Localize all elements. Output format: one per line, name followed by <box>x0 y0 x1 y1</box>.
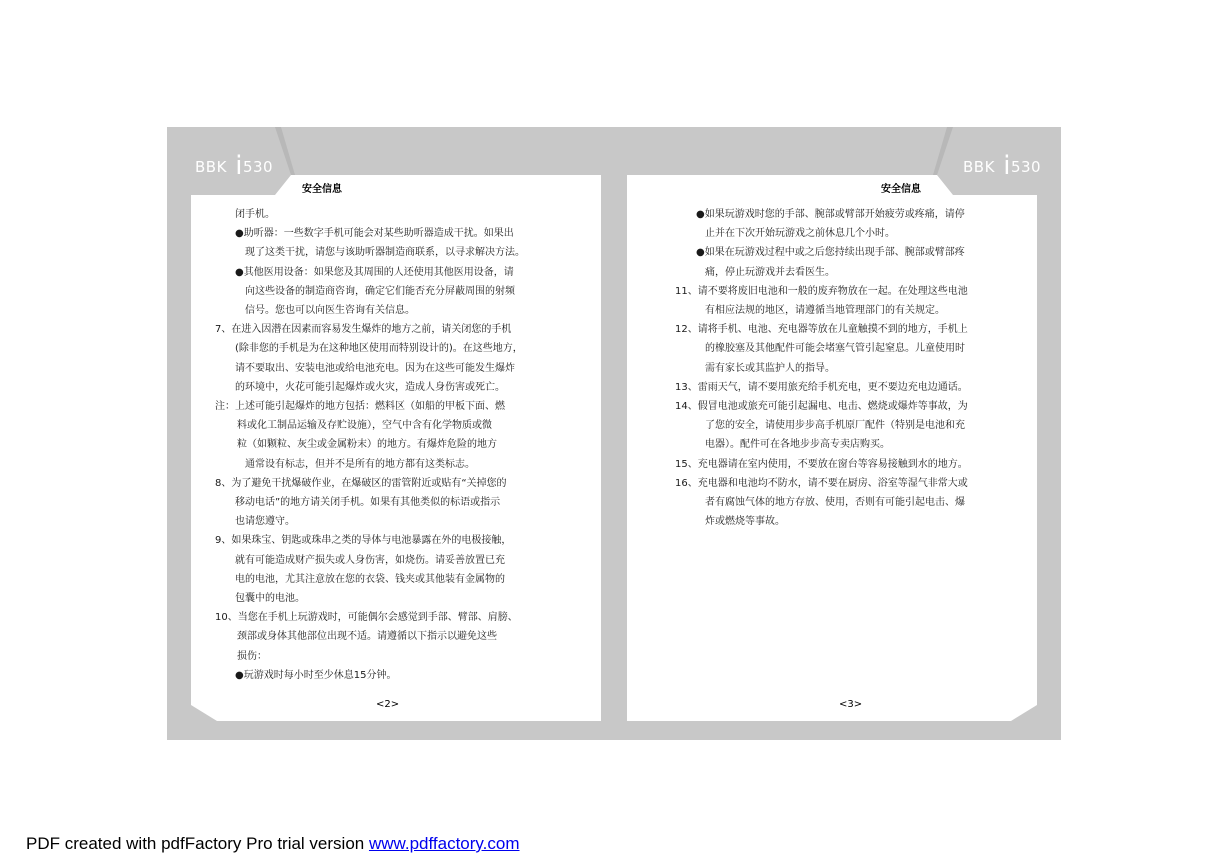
text-line: 粒（如颗粒、灰尘或金属粉末）的地方。有爆炸危险的地方 <box>237 439 497 451</box>
brand-name: BBK <box>963 158 995 176</box>
text-line: 料或化工制品运输及存贮设施），空气中含有化学物质或微 <box>237 420 492 432</box>
model-number: 530 <box>1010 158 1042 176</box>
numbered-item: 15、充电器请在室内使用，不要放在窗台等容易接触到水的地方。 <box>675 458 968 470</box>
text-line: 颈部或身体其他部位出现不适。请遵循以下指示以避免这些 <box>237 631 497 643</box>
text-line: 现了这类干扰，请您与该助听器制造商联系，以寻求解决方法。 <box>245 247 525 259</box>
text-line: 需有家长或其监护人的指导。 <box>705 362 835 374</box>
page-number-right: <3> <box>839 699 863 710</box>
bullet-item: ●玩游戏时每小时至少休息15分钟。 <box>235 669 397 681</box>
text-line: 就有可能造成财产损失或人身伤害，如烧伤。请妥善放置已充 <box>235 554 505 566</box>
numbered-item: 13、雷雨天气，请不要用旅充给手机充电，更不要边充电边通话。 <box>675 381 968 393</box>
section-title-right: 安全信息 <box>881 184 921 195</box>
brand-logo-left <box>195 149 273 179</box>
text-line: 闭手机。 <box>235 209 275 220</box>
bullet-item: ●如果玩游戏时您的手部、腕部或臂部开始疲劳或疼痛，请停 <box>696 209 965 220</box>
right-page-content <box>675 205 1020 531</box>
pdf-footer <box>26 834 520 854</box>
text-line: 损伤： <box>237 650 267 662</box>
model-i: i <box>235 151 243 181</box>
text-line: 通常设有标志，但并不是所有的地方都有这类标志。 <box>245 458 475 470</box>
note-item: 注：上述可能引起爆炸的地方包括：燃料区（如船的甲板下面、燃 <box>215 401 505 413</box>
text-line: 包囊中的电池。 <box>235 593 305 605</box>
brand-name: BBK <box>195 158 227 176</box>
model-i: i <box>1003 151 1011 181</box>
model-number: 530 <box>242 158 274 176</box>
left-page-content <box>215 205 563 685</box>
text-line: 止并在下次开始玩游戏之前休息几个小时。 <box>705 228 895 240</box>
text-line: 痛，停止玩游戏并去看医生。 <box>705 266 835 278</box>
text-line: 的环境中，火花可能引起爆炸或火灾，造成人身伤害或死亡。 <box>235 381 505 393</box>
text-line: 电器）。配件可在各地步步高专卖店购买。 <box>705 439 890 451</box>
numbered-item: 9、如果珠宝、钥匙或珠串之类的导体与电池暴露在外的电极接触， <box>215 535 512 547</box>
text-line: 请不要取出、安装电池或给电池充电。因为在这些可能发生爆炸 <box>235 362 515 374</box>
brand-logo-right <box>963 149 1041 179</box>
text-line: 电的电池，尤其注意放在您的衣袋、钱夹或其他装有金属物的 <box>235 573 505 585</box>
text-line: 者有腐蚀气体的地方存放、使用，否则有可能引起电击、爆 <box>705 497 965 509</box>
text-line: (除非您的手机是为在这种地区使用而特别设计的)。在这些地方， <box>235 343 523 355</box>
numbered-item: 14、假冒电池或旅充可能引起漏电、电击、燃烧或爆炸等事故，为 <box>675 401 968 413</box>
section-title-left: 安全信息 <box>302 184 342 195</box>
bullet-item: ●其他医用设备：如果您及其周围的人还使用其他医用设备，请 <box>235 266 514 278</box>
text-line: 有相应法规的地区，请遵循当地管理部门的有关规定。 <box>705 305 945 317</box>
numbered-item: 7、在进入因潜在因素而容易发生爆炸的地方之前，请关闭您的手机 <box>215 324 512 336</box>
numbered-item: 11、请不要将废旧电池和一般的废弃物放在一起。在处理这些电池 <box>675 285 968 297</box>
text-line: 了您的安全，请使用步步高手机原厂配件（特别是电池和充 <box>705 420 965 432</box>
page-number-left: <2> <box>376 699 400 710</box>
text-line: 信号。您也可以向医生咨询有关信息。 <box>245 305 415 317</box>
numbered-item: 12、请将手机、电池、充电器等放在儿童触摸不到的地方，手机上 <box>675 324 968 336</box>
bullet-item: ●如果在玩游戏过程中或之后您持续出现手部、腕部或臂部疼 <box>696 247 965 259</box>
numbered-item: 10、当您在手机上玩游戏时，可能偶尔会感觉到手部、臂部、肩膀、 <box>215 612 518 624</box>
numbered-item: 8、为了避免干扰爆破作业，在爆破区的雷管附近或贴有“关掉您的 <box>215 477 507 489</box>
text-line: 也请您遵守。 <box>235 516 295 528</box>
page-spread <box>167 127 1061 740</box>
text-line: 炸或燃烧等事故。 <box>705 516 785 528</box>
text-line: 的橡胶塞及其他配件可能会堵塞气管引起窒息。儿童使用时 <box>705 343 965 355</box>
footer-text: PDF created with pdfFactory Pro trial version <box>26 834 369 853</box>
footer-link[interactable]: www.pdffactory.com <box>368 834 520 853</box>
text-line: 向这些设备的制造商咨询，确定它们能否充分屏蔽周围的射频 <box>245 285 515 297</box>
numbered-item: 16、充电器和电池均不防水，请不要在厨房、浴室等湿气非常大或 <box>675 477 968 489</box>
text-line: 移动电话”的地方请关闭手机。如果有其他类似的标语或指示 <box>235 497 501 509</box>
bullet-item: ●助听器：一些数字手机可能会对某些助听器造成干扰。如果出 <box>235 228 514 240</box>
